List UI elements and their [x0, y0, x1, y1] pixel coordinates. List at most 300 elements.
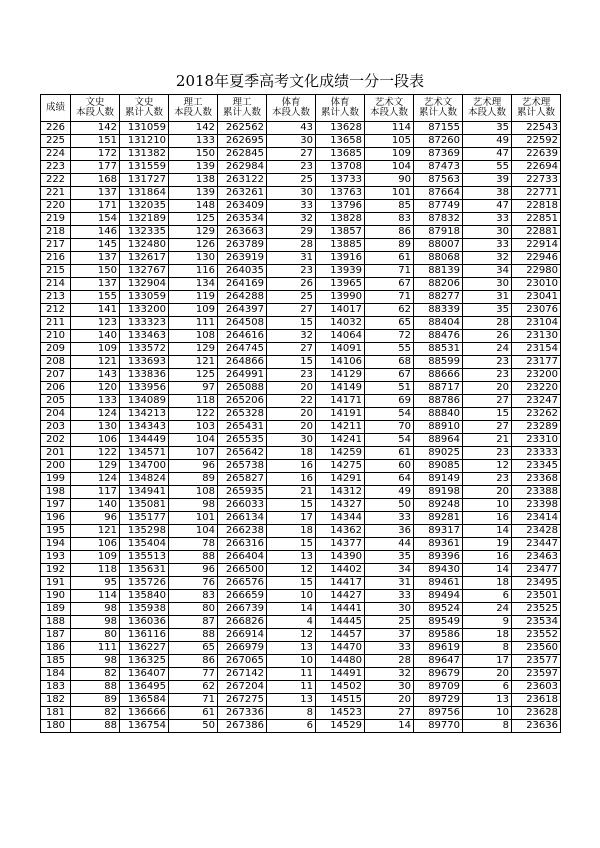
count-cell: 89: [71, 694, 120, 707]
score-cell: 222: [41, 174, 71, 187]
count-cell: 263261: [218, 187, 267, 200]
count-cell: 89679: [414, 668, 463, 681]
count-cell: 264169: [218, 278, 267, 291]
count-cell: 155: [71, 291, 120, 304]
score-cell: 201: [41, 447, 71, 460]
table-row: [41, 265, 561, 278]
count-cell: 135404: [120, 538, 169, 551]
count-cell: 262984: [218, 161, 267, 174]
count-cell: 98: [71, 655, 120, 668]
count-cell: 32: [463, 252, 512, 265]
count-cell: 30: [267, 187, 316, 200]
count-cell: 23: [463, 356, 512, 369]
column-header: [463, 95, 512, 122]
count-cell: 154: [71, 213, 120, 226]
count-cell: 23577: [512, 655, 561, 668]
count-cell: 134213: [120, 408, 169, 421]
count-cell: 89025: [414, 447, 463, 460]
count-cell: 13965: [316, 278, 365, 291]
count-cell: 87473: [414, 161, 463, 174]
count-cell: 266659: [218, 590, 267, 603]
column-header-label: 成绩: [45, 102, 65, 113]
count-cell: 17: [267, 512, 316, 525]
count-cell: 26: [463, 330, 512, 343]
count-cell: 27: [267, 343, 316, 356]
table-row: [41, 239, 561, 252]
count-cell: 114: [71, 590, 120, 603]
count-cell: 18: [267, 447, 316, 460]
count-cell: 23447: [512, 538, 561, 551]
count-cell: 133: [71, 395, 120, 408]
count-cell: 13796: [316, 200, 365, 213]
count-cell: 21: [267, 486, 316, 499]
count-cell: 23154: [512, 343, 561, 356]
count-cell: 27: [365, 707, 414, 720]
count-cell: 14390: [316, 551, 365, 564]
score-cell: 195: [41, 525, 71, 538]
count-cell: 18: [463, 629, 512, 642]
count-cell: 67: [365, 278, 414, 291]
count-cell: 23200: [512, 369, 561, 382]
count-cell: 23345: [512, 460, 561, 473]
count-cell: 137: [71, 252, 120, 265]
table-row: [41, 356, 561, 369]
count-cell: 35: [463, 304, 512, 317]
count-cell: 136495: [120, 681, 169, 694]
count-cell: 89317: [414, 525, 463, 538]
count-cell: 64: [365, 473, 414, 486]
count-cell: 23: [463, 447, 512, 460]
count-cell: 109: [169, 304, 218, 317]
count-cell: 50: [365, 499, 414, 512]
count-cell: 14291: [316, 473, 365, 486]
count-cell: 20: [267, 382, 316, 395]
count-cell: 119: [169, 291, 218, 304]
count-cell: 267336: [218, 707, 267, 720]
count-cell: 27: [463, 395, 512, 408]
count-cell: 13733: [316, 174, 365, 187]
count-cell: 263122: [218, 174, 267, 187]
count-cell: 135631: [120, 564, 169, 577]
count-cell: 121: [71, 525, 120, 538]
count-cell: 135081: [120, 499, 169, 512]
count-cell: 143: [71, 369, 120, 382]
count-cell: 14445: [316, 616, 365, 629]
count-cell: 265206: [218, 395, 267, 408]
count-cell: 96: [71, 512, 120, 525]
count-cell: 61: [169, 707, 218, 720]
count-cell: 14149: [316, 382, 365, 395]
count-cell: 136325: [120, 655, 169, 668]
count-cell: 28: [267, 239, 316, 252]
count-cell: 23177: [512, 356, 561, 369]
count-cell: 118: [169, 395, 218, 408]
table-row: [41, 369, 561, 382]
score-cell: 210: [41, 330, 71, 343]
count-cell: 265738: [218, 460, 267, 473]
count-cell: 14427: [316, 590, 365, 603]
count-cell: 15: [267, 577, 316, 590]
count-cell: 121: [169, 356, 218, 369]
count-cell: 13685: [316, 148, 365, 161]
count-cell: 89709: [414, 681, 463, 694]
count-cell: 23628: [512, 707, 561, 720]
count-cell: 23310: [512, 434, 561, 447]
table-row: [41, 395, 561, 408]
count-cell: 4: [267, 616, 316, 629]
count-cell: 88910: [414, 421, 463, 434]
count-cell: 14470: [316, 642, 365, 655]
column-header: [414, 95, 463, 122]
column-header-label: 累计人数: [320, 107, 359, 118]
count-cell: 23534: [512, 616, 561, 629]
count-cell: 6: [267, 720, 316, 733]
count-cell: 32: [267, 330, 316, 343]
count-cell: 88404: [414, 317, 463, 330]
count-cell: 133956: [120, 382, 169, 395]
score-cell: 192: [41, 564, 71, 577]
table-row: [41, 161, 561, 174]
count-cell: 22881: [512, 226, 561, 239]
count-cell: 129: [169, 226, 218, 239]
count-cell: 33: [267, 200, 316, 213]
count-cell: 89149: [414, 473, 463, 486]
count-cell: 98: [71, 603, 120, 616]
count-cell: 109: [365, 148, 414, 161]
count-cell: 23: [267, 265, 316, 278]
column-header: [512, 95, 561, 122]
count-cell: 14106: [316, 356, 365, 369]
count-cell: 124: [71, 473, 120, 486]
count-cell: 136584: [120, 694, 169, 707]
count-cell: 22639: [512, 148, 561, 161]
count-cell: 30: [267, 434, 316, 447]
count-cell: 34: [463, 265, 512, 278]
table-row: [41, 668, 561, 681]
table-row: [41, 434, 561, 447]
count-cell: 266404: [218, 551, 267, 564]
count-cell: 71: [365, 291, 414, 304]
count-cell: 14362: [316, 525, 365, 538]
count-cell: 266238: [218, 525, 267, 538]
count-cell: 23477: [512, 564, 561, 577]
count-cell: 97: [169, 382, 218, 395]
count-cell: 96: [169, 564, 218, 577]
count-cell: 89524: [414, 603, 463, 616]
count-cell: 267142: [218, 668, 267, 681]
count-cell: 14417: [316, 577, 365, 590]
count-cell: 87: [169, 616, 218, 629]
count-cell: 125: [169, 213, 218, 226]
count-cell: 87749: [414, 200, 463, 213]
count-cell: 82: [71, 668, 120, 681]
count-cell: 135513: [120, 551, 169, 564]
count-cell: 263409: [218, 200, 267, 213]
count-cell: 23618: [512, 694, 561, 707]
count-cell: 142: [169, 122, 218, 135]
count-cell: 266316: [218, 538, 267, 551]
count-cell: 55: [365, 343, 414, 356]
count-cell: 13885: [316, 239, 365, 252]
count-cell: 134571: [120, 447, 169, 460]
count-cell: 109: [71, 551, 120, 564]
count-cell: 22733: [512, 174, 561, 187]
score-cell: 208: [41, 356, 71, 369]
count-cell: 24: [463, 343, 512, 356]
score-cell: 200: [41, 460, 71, 473]
count-cell: 26: [267, 278, 316, 291]
table-row: [41, 252, 561, 265]
count-cell: 23262: [512, 408, 561, 421]
score-cell: 187: [41, 629, 71, 642]
column-header: [365, 95, 414, 122]
count-cell: 266979: [218, 642, 267, 655]
score-cell: 206: [41, 382, 71, 395]
count-cell: 30: [365, 603, 414, 616]
column-header: [267, 95, 316, 122]
count-cell: 19: [463, 538, 512, 551]
count-cell: 135298: [120, 525, 169, 538]
count-cell: 146: [71, 226, 120, 239]
count-cell: 88840: [414, 408, 463, 421]
count-cell: 14502: [316, 681, 365, 694]
table-row: [41, 512, 561, 525]
count-cell: 82: [71, 707, 120, 720]
count-cell: 88: [71, 720, 120, 733]
count-cell: 177: [71, 161, 120, 174]
count-cell: 266576: [218, 577, 267, 590]
count-cell: 89396: [414, 551, 463, 564]
count-cell: 23289: [512, 421, 561, 434]
count-cell: 72: [365, 330, 414, 343]
count-cell: 33: [463, 239, 512, 252]
count-cell: 267204: [218, 681, 267, 694]
count-cell: 131559: [120, 161, 169, 174]
count-cell: 23010: [512, 278, 561, 291]
count-cell: 262845: [218, 148, 267, 161]
score-cell: 184: [41, 668, 71, 681]
count-cell: 28: [463, 317, 512, 330]
count-cell: 89549: [414, 616, 463, 629]
count-cell: 31: [365, 577, 414, 590]
count-cell: 131382: [120, 148, 169, 161]
count-cell: 265328: [218, 408, 267, 421]
count-cell: 15: [267, 538, 316, 551]
count-cell: 23501: [512, 590, 561, 603]
score-cell: 218: [41, 226, 71, 239]
count-cell: 133323: [120, 317, 169, 330]
count-cell: 136036: [120, 616, 169, 629]
count-cell: 23: [463, 473, 512, 486]
count-cell: 30: [463, 226, 512, 239]
score-cell: 180: [41, 720, 71, 733]
column-header-group: 理工: [183, 97, 203, 108]
count-cell: 51: [365, 382, 414, 395]
column-header-group: 体育: [281, 97, 301, 108]
score-cell: 198: [41, 486, 71, 499]
table-row: [41, 629, 561, 642]
count-cell: 88599: [414, 356, 463, 369]
table-body: [41, 122, 561, 733]
count-cell: 6: [463, 590, 512, 603]
count-cell: 137: [71, 278, 120, 291]
count-cell: 22: [267, 395, 316, 408]
count-cell: 136227: [120, 642, 169, 655]
count-cell: 88666: [414, 369, 463, 382]
count-cell: 131864: [120, 187, 169, 200]
column-header-label: 本段人数: [173, 107, 212, 118]
count-cell: 267065: [218, 655, 267, 668]
column-header: [41, 95, 71, 122]
table-row: [41, 200, 561, 213]
column-header-group: 文史: [85, 97, 105, 108]
count-cell: 13990: [316, 291, 365, 304]
count-cell: 105: [365, 135, 414, 148]
count-cell: 135726: [120, 577, 169, 590]
count-cell: 122: [169, 408, 218, 421]
count-cell: 25: [267, 291, 316, 304]
score-cell: 223: [41, 161, 71, 174]
count-cell: 136407: [120, 668, 169, 681]
count-cell: 118: [71, 564, 120, 577]
count-cell: 267275: [218, 694, 267, 707]
count-cell: 65: [169, 642, 218, 655]
count-cell: 132035: [120, 200, 169, 213]
count-cell: 18: [463, 577, 512, 590]
table-row: [41, 148, 561, 161]
column-header-label: 累计人数: [516, 107, 555, 118]
count-cell: 70: [365, 421, 414, 434]
table-row: [41, 642, 561, 655]
count-cell: 23076: [512, 304, 561, 317]
score-cell: 211: [41, 317, 71, 330]
column-header-label: 本段人数: [75, 107, 114, 118]
score-cell: 220: [41, 200, 71, 213]
count-cell: 31: [267, 252, 316, 265]
count-cell: 125: [169, 369, 218, 382]
table-row: [41, 681, 561, 694]
table-row: [41, 616, 561, 629]
table-row: [41, 174, 561, 187]
count-cell: 30: [365, 681, 414, 694]
count-cell: 9: [463, 616, 512, 629]
count-cell: 61: [365, 252, 414, 265]
score-cell: 205: [41, 395, 71, 408]
count-cell: 263789: [218, 239, 267, 252]
count-cell: 20: [463, 668, 512, 681]
count-cell: 89281: [414, 512, 463, 525]
count-cell: 89586: [414, 629, 463, 642]
count-cell: 104: [169, 434, 218, 447]
count-cell: 20: [365, 694, 414, 707]
score-cell: 209: [41, 343, 71, 356]
score-cell: 182: [41, 694, 71, 707]
table-row: [41, 551, 561, 564]
count-cell: 22543: [512, 122, 561, 135]
page-title: 2018年夏季高考文化成绩一分一段表: [175, 72, 425, 90]
column-header-label: 累计人数: [418, 107, 457, 118]
count-cell: 95: [71, 577, 120, 590]
count-cell: 30: [267, 135, 316, 148]
count-cell: 13: [267, 694, 316, 707]
column-header: [71, 95, 120, 122]
count-cell: 116: [169, 265, 218, 278]
count-cell: 14211: [316, 421, 365, 434]
count-cell: 23041: [512, 291, 561, 304]
count-cell: 263919: [218, 252, 267, 265]
count-cell: 65: [365, 317, 414, 330]
count-cell: 23603: [512, 681, 561, 694]
count-cell: 83: [365, 213, 414, 226]
score-cell: 197: [41, 499, 71, 512]
count-cell: 262562: [218, 122, 267, 135]
count-cell: 139: [169, 187, 218, 200]
count-cell: 87918: [414, 226, 463, 239]
count-cell: 23388: [512, 486, 561, 499]
count-cell: 264035: [218, 265, 267, 278]
table-row: [41, 343, 561, 356]
count-cell: 133: [169, 135, 218, 148]
count-cell: 266500: [218, 564, 267, 577]
column-header-label: 累计人数: [222, 107, 261, 118]
count-cell: 135840: [120, 590, 169, 603]
count-cell: 24: [463, 603, 512, 616]
count-cell: 43: [267, 122, 316, 135]
count-cell: 88: [71, 681, 120, 694]
count-cell: 266739: [218, 603, 267, 616]
count-cell: 32: [365, 668, 414, 681]
count-cell: 133059: [120, 291, 169, 304]
count-cell: 265642: [218, 447, 267, 460]
count-cell: 131727: [120, 174, 169, 187]
count-cell: 90: [365, 174, 414, 187]
count-cell: 262695: [218, 135, 267, 148]
count-cell: 131210: [120, 135, 169, 148]
count-cell: 69: [365, 395, 414, 408]
column-header-group: 理工: [232, 97, 252, 108]
count-cell: 130: [71, 421, 120, 434]
table-row: [41, 213, 561, 226]
count-cell: 111: [169, 317, 218, 330]
count-cell: 98: [169, 499, 218, 512]
count-cell: 38: [463, 187, 512, 200]
score-cell: 215: [41, 265, 71, 278]
count-cell: 101: [169, 512, 218, 525]
count-cell: 89085: [414, 460, 463, 473]
count-cell: 22592: [512, 135, 561, 148]
count-cell: 14344: [316, 512, 365, 525]
count-cell: 265088: [218, 382, 267, 395]
count-cell: 133200: [120, 304, 169, 317]
count-cell: 107: [169, 447, 218, 460]
count-cell: 111: [71, 642, 120, 655]
count-cell: 15: [463, 408, 512, 421]
count-cell: 15: [267, 317, 316, 330]
count-cell: 138: [169, 174, 218, 187]
count-cell: 172: [71, 148, 120, 161]
count-cell: 78: [169, 538, 218, 551]
count-cell: 23552: [512, 629, 561, 642]
count-cell: 14241: [316, 434, 365, 447]
count-cell: 62: [169, 681, 218, 694]
count-cell: 14129: [316, 369, 365, 382]
count-cell: 23398: [512, 499, 561, 512]
count-cell: 23247: [512, 395, 561, 408]
count-cell: 14064: [316, 330, 365, 343]
table-row: [41, 135, 561, 148]
count-cell: 120: [71, 382, 120, 395]
count-cell: 129: [71, 460, 120, 473]
